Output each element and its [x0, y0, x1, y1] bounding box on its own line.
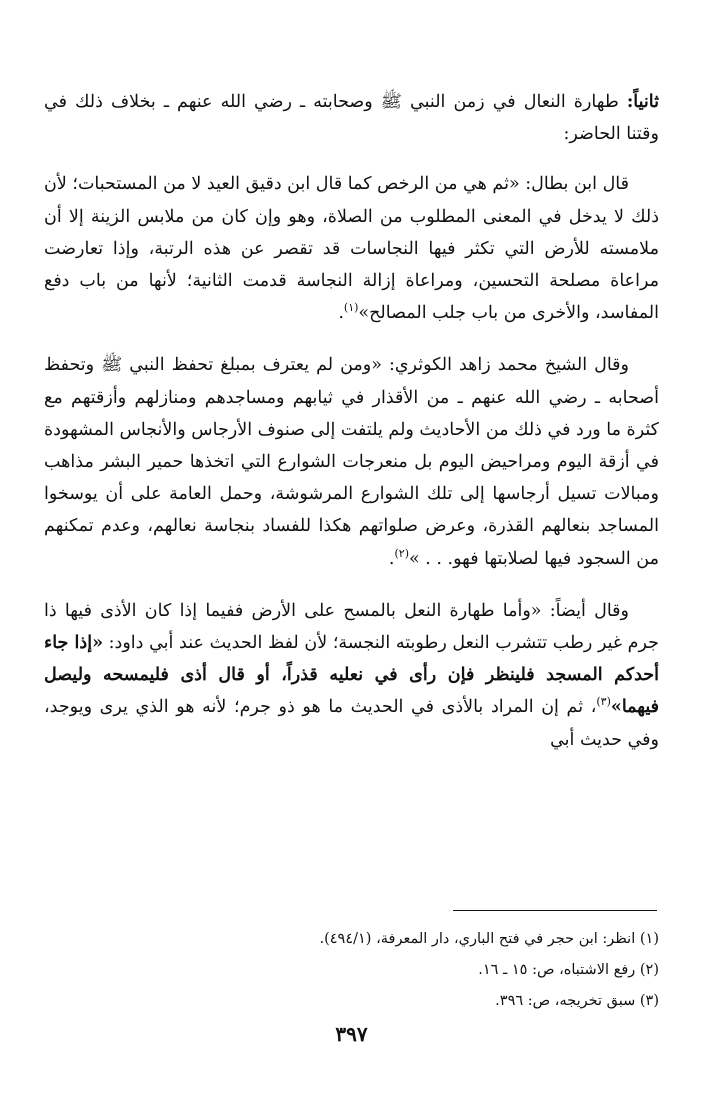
paragraph-1	[44, 86, 659, 150]
paragraph-2-end: .	[338, 303, 344, 324]
paragraph-3-end: .	[388, 548, 395, 569]
footnote-ref-1[interactable]: (١)	[343, 301, 359, 315]
paragraph-4-text-a: وقال أيضاً: «وأما طهارة النعل بالمسح على الأرض ففيما إذا كان الأذى فيها ذا جرم غير رطب تتشرب النعل رطوبته النجسة؛ لأن لفظ الحديث عند أبي داود:	[44, 600, 659, 654]
paragraph-3-text: وقال الشيخ محمد زاهد الكوثري: «ومن لم يعترف بمبلغ تحفظ النبي ﷺ وتحفظ أصحابه ـ رضي الله عنهم ـ من الأقذار في ثيابهم ومساجدهم ومنازلهم وأزقتهم مع كثرة ما ورد في ذلك من الأحاديث ولم يلتفت إلى صنوف الأرجاس والأنجاس المشهودة في أزقة اليوم ومراحيض اليوم بل منعرجات الشوارع التي اتخذها حمير البشر مذاهب ومبالات تسيل أرجاسها إلى تلك الشوارع المرشوشة، وحمل العامة على أن يوسخوا المساجد بنعالهم القذرة، وعرض صلواتهم هكذا للفساد بنجاسة نعالهم، وعدم تمكنهم من السجود فيها لصلابتها فهو. . . »	[44, 355, 659, 569]
page-number: ٣٩٧	[335, 1022, 368, 1046]
footnote-1: (١) انظر: ابن حجر في فتح الباري، دار المعرفة، (٤٩٤/١).	[319, 931, 659, 947]
page-body	[44, 86, 659, 756]
paragraph-3	[44, 349, 659, 574]
section-heading: ثانياً:	[626, 92, 659, 112]
paragraph-2-text: قال ابن بطال: «ثم هي من الرخص كما قال ابن دقيق العيد لا من المستحبات؛ لأن ذلك لا يدخل في المعنى المطلوب من الصلاة، وهو وإن كان من ملابس الزينة إلا أن ملامسته للأرض التي تكثر فيها النجاسات قد تقصر عن هذه الرتبة، وإذا تعارضت مراعاة مصلحة التحسين، ومراعاة إزالة النجاسة قدمت الثانية؛ لأنها من باب دفع المفاسد، والأخرى من باب جلب المصالح»	[44, 174, 659, 324]
footnote-ref-2[interactable]: (٢)	[394, 546, 410, 560]
footnote-divider	[453, 910, 657, 911]
paragraph-1-text: طهارة النعال في زمن النبي ﷺ وصحابته ـ رضي الله عنهم ـ بخلاف ذلك في وقتنا الحاضر:	[44, 92, 659, 145]
hadith-quote: «إذا جاء أحدكم المسجد فلينظر فإن رأى في نعليه قذراً، أو قال أذى فليمسحه وليصل فيهما»	[44, 633, 659, 718]
footnotes	[44, 924, 659, 1017]
paragraph-4	[44, 595, 659, 756]
footnote-ref-3[interactable]: (٣)	[596, 695, 611, 709]
footnote-3: (٣) سبق تخريجه، ص: ٣٩٦.	[495, 993, 659, 1009]
footnote-2: (٢) رفع الاشتباه، ص: ١٥ ـ ١٦.	[478, 962, 659, 978]
paragraph-2	[44, 168, 659, 329]
paragraph-4-text-b: ، ثم إن المراد بالأذى في الحديث ما هو ذو جرم؛ لأنه هو الذي يرى ويوجد، وفي حديث أبي	[44, 697, 659, 750]
